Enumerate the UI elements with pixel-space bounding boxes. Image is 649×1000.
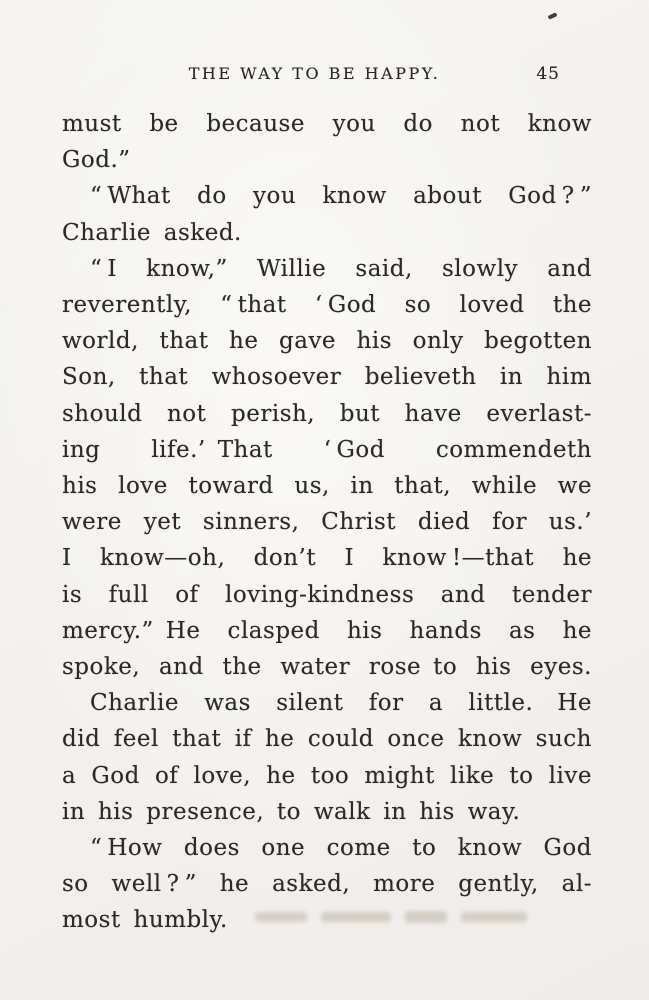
text-line: a God of love, he too might like to live	[62, 762, 592, 789]
text-line: most humbly.	[62, 907, 228, 934]
show-through-ghost	[255, 909, 545, 924]
text-line: Son, that whosoever believeth in him	[62, 364, 592, 391]
running-title: THE WAY TO BE HAPPY.	[188, 64, 441, 83]
text-line: Charlie asked.	[62, 219, 242, 246]
text-line: reverently, “ that ‘ God so loved the	[62, 292, 592, 319]
text-line: “ I know,” Willie said, slowly and	[90, 255, 592, 282]
text-line: “ What do you know about God ? ”	[90, 183, 592, 210]
text-line: spoke, and the water rose to his eyes.	[62, 654, 592, 681]
text-line: I know—oh, don’t I know !—that he	[62, 545, 592, 572]
text-line: were yet sinners, Christ died for us.’	[62, 509, 592, 536]
text-line: his love toward us, in that, while we	[62, 473, 592, 500]
paragraph	[62, 685, 592, 830]
text-line: world, that he gave his only begotten	[62, 328, 592, 355]
paragraph	[62, 178, 592, 250]
ink-speck	[548, 12, 558, 19]
text-line: mercy.” He clasped his hands as he	[62, 617, 592, 644]
page-number: 45	[536, 64, 560, 84]
text-line: ing life.’ That ‘ God commendeth	[62, 436, 592, 463]
paragraph	[62, 251, 592, 685]
text-line: so well ? ” he asked, more gently, al-	[62, 871, 592, 898]
text-line: God.”	[62, 147, 131, 174]
text-line: Charlie was silent for a little. He	[90, 690, 592, 717]
text-line: is full of loving-kindness and tender	[62, 581, 592, 608]
text-line: did feel that if he could once know such	[62, 726, 592, 753]
text-line: should not perish, but have everlast-	[62, 400, 592, 427]
text-line: in his presence, to walk in his way.	[62, 798, 521, 825]
text-line: “ How does one come to know God	[90, 835, 592, 862]
page-text	[62, 106, 592, 939]
paragraph	[62, 106, 592, 178]
text-line: must be because you do not know	[62, 111, 592, 137]
